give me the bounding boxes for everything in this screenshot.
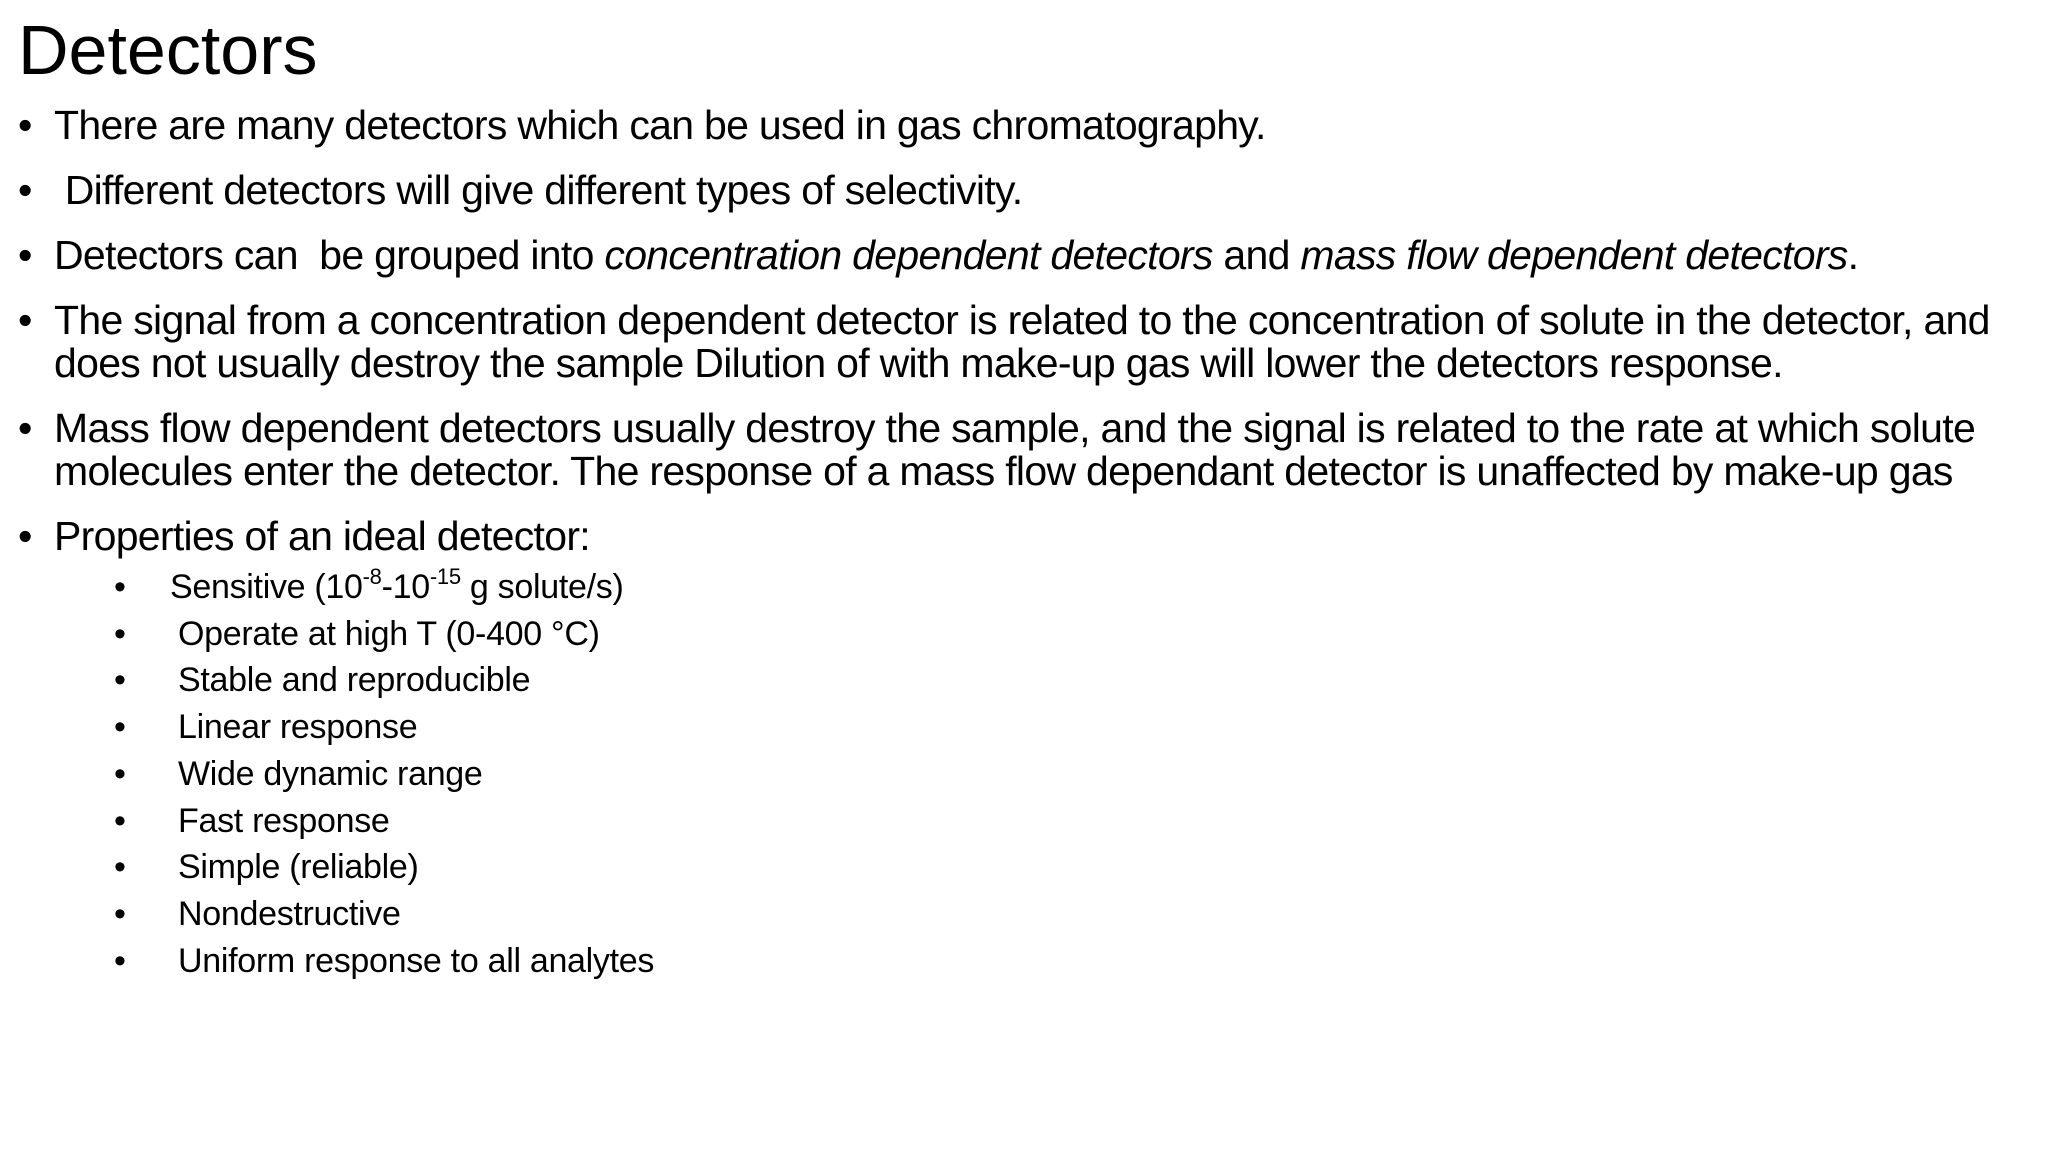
property-text-part: Sensitive (10 bbox=[170, 568, 363, 606]
bullet-dot-icon: • bbox=[114, 661, 126, 700]
property-item bbox=[114, 798, 2038, 845]
bullet-text-part: Detectors can be grouped into bbox=[54, 232, 605, 278]
bullet-text bbox=[54, 232, 1858, 278]
property-text: Nondestructive bbox=[178, 894, 401, 933]
bullet-item bbox=[18, 234, 2038, 277]
bullet-dot-icon: • bbox=[114, 708, 126, 747]
bullet-text-part: . bbox=[1847, 232, 1859, 278]
bullet-dot-icon: • bbox=[114, 941, 126, 980]
bullet-text-italic: concentration dependent detectors bbox=[604, 232, 1213, 278]
bullet-dot-icon: • bbox=[18, 102, 32, 148]
property-text: Wide dynamic range bbox=[178, 754, 483, 793]
property-exponent: -8 bbox=[362, 563, 382, 589]
property-text: Operate at high T (0-400 °C) bbox=[178, 614, 600, 653]
bullet-text: Mass flow dependent detectors usually destroy the sample, and the signal is related to the rate at which solute molecules enter the detector. The response of a mass flow dependant detector is unaffected by make-up gas bbox=[54, 405, 1976, 494]
property-text: Linear response bbox=[178, 708, 418, 747]
bullet-list bbox=[18, 104, 2038, 984]
bullet-text: Properties of an ideal detector: bbox=[54, 513, 590, 559]
property-text-part: g solute/s) bbox=[460, 568, 624, 606]
bullet-item bbox=[18, 169, 2038, 212]
property-item bbox=[114, 657, 2038, 704]
property-item bbox=[114, 891, 2038, 938]
bullet-item bbox=[18, 515, 2038, 984]
bullet-dot-icon: • bbox=[18, 167, 32, 213]
bullet-dot-icon: • bbox=[114, 754, 126, 793]
property-item bbox=[114, 844, 2038, 891]
bullet-text: There are many detectors which can be used in gas chromatography. bbox=[54, 102, 1266, 148]
property-item bbox=[114, 751, 2038, 798]
property-item bbox=[114, 611, 2038, 658]
bullet-dot-icon: • bbox=[18, 513, 32, 559]
bullet-dot-icon: • bbox=[114, 801, 126, 840]
property-text: Stable and reproducible bbox=[178, 661, 531, 700]
property-text-sensitive bbox=[170, 563, 624, 606]
bullet-dot-icon: • bbox=[114, 568, 126, 606]
bullet-text-part: and bbox=[1212, 232, 1301, 278]
bullet-dot-icon: • bbox=[114, 614, 126, 653]
property-text: Uniform response to all analytes bbox=[178, 941, 655, 980]
bullet-dot-icon: • bbox=[114, 848, 126, 887]
bullet-dot-icon: • bbox=[18, 297, 32, 343]
properties-list bbox=[54, 564, 2038, 984]
bullet-dot-icon: • bbox=[114, 894, 126, 933]
bullet-text: Different detectors will give different types of selectivity. bbox=[54, 167, 1023, 213]
property-item bbox=[114, 704, 2038, 751]
property-text: Fast response bbox=[178, 801, 390, 840]
bullet-item bbox=[18, 407, 2038, 493]
slide-title: Detectors bbox=[18, 11, 318, 89]
property-item bbox=[114, 938, 2038, 985]
property-text: Simple (reliable) bbox=[178, 848, 419, 887]
bullet-dot-icon: • bbox=[18, 405, 32, 451]
bullet-item bbox=[18, 299, 2038, 385]
property-item bbox=[114, 564, 2038, 611]
bullet-item bbox=[18, 104, 2038, 147]
bullet-text: The signal from a concentration dependent detector is related to the concentration of solute in the detector, and does not usually destroy the sample Dilution of with make-up gas will lower the detectors response. bbox=[54, 297, 1990, 386]
property-text-part: -10 bbox=[381, 568, 430, 606]
property-exponent: -15 bbox=[429, 563, 461, 589]
bullet-text-italic: mass flow dependent detectors bbox=[1300, 232, 1848, 278]
bullet-dot-icon: • bbox=[18, 232, 32, 278]
